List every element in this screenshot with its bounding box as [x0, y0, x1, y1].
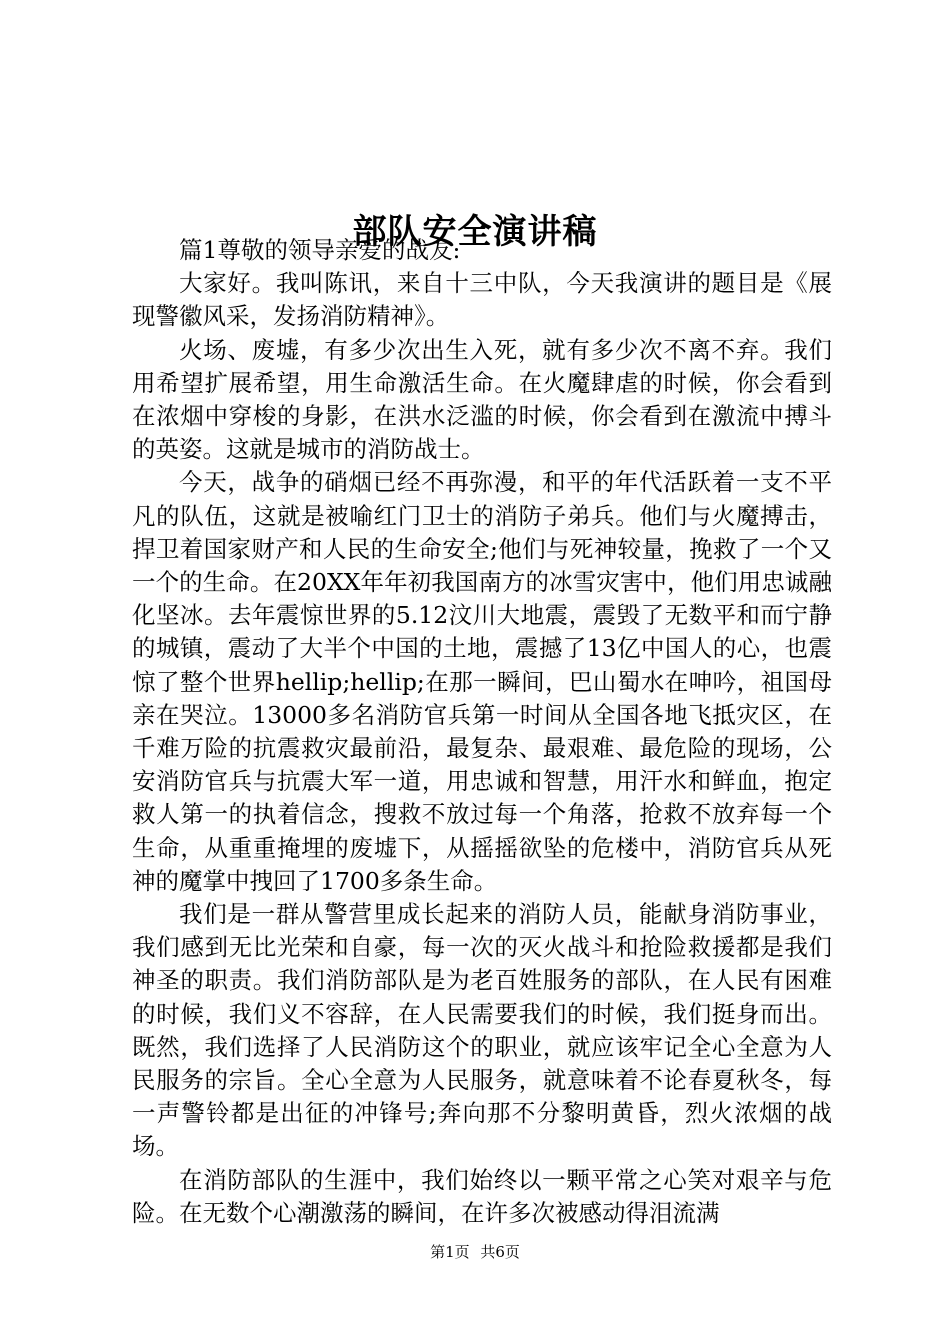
paragraph: 火场、废墟，有多少次出生入死，就有多少次不离不弃。我们用希望扩展希望，用生命激活生命。在火魔肆虐的时候，你会看到在浓烟中穿梭的身影，在洪水泛滥的时候，你会看到在激流中搏斗的英姿。这就是城市的消防战士。 [132, 335, 832, 464]
document-body [132, 234, 832, 1230]
page-total: 共6页 [480, 1243, 520, 1261]
page-number: 第1页 [430, 1243, 470, 1261]
paragraph: 我们是一群从警营里成长起来的消防人员，能献身消防事业，我们感到无比光荣和自豪，每一次的灭火战斗和抢险救援都是我们神圣的职责。我们消防部队是为老百姓服务的部队，在人民有困难的时候，我们义不容辞，在人民需要我们的时候，我们挺身而出。既然，我们选择了人民消防这个的职业，就应该牢记全心全意为人民服务的宗旨。全心全意为人民服务，就意味着不论春夏秋冬，每一声警铃都是出征的冲锋号;奔向那不分黎明黄昏，烈火浓烟的战场。 [132, 900, 832, 1161]
page-footer [0, 1241, 950, 1263]
paragraph: 今天，战争的硝烟已经不再弥漫，和平的年代活跃着一支不平凡的队伍，这就是被喻红门卫士的消防子弟兵。他们与火魔搏击，捍卫着国家财产和人民的生命安全;他们与死神较量，挽救了一个又一个的生命。在20XX年年初我国南方的冰雪灾害中，他们用忠诚融化坚冰。去年震惊世界的5.12汶川大地震，震毁了无数平和而宁静的城镇，震动了大半个中国的土地，震撼了13亿中国人的心，也震惊了整个世界hellip;hellip;在那一瞬间，巴山蜀水在呻吟，祖国母亲在哭泣。13000多名消防官兵第一时间从全国各地飞抵灾区，在千难万险的抗震救灾最前沿，最复杂、最艰难、最危险的现场，公安消防官兵与抗震大军一道，用忠诚和智慧，用汗水和鲜血，抱定救人第一的执着信念，搜救不放过每一个角落，抢救不放弃每一个生命，从重重掩埋的废墟下，从摇摇欲坠的危楼中，消防官兵从死神的魔掌中拽回了1700多条生命。 [132, 468, 832, 895]
paragraph-salutation: 篇1尊敬的领导亲爱的战友: [179, 236, 461, 264]
paragraph: 在消防部队的生涯中，我们始终以一颗平常之心笑对艰辛与危险。在无数个心潮激荡的瞬间，在许多次被感动得泪流满 [132, 1165, 832, 1227]
document-title: 部队安全演讲稿 [352, 211, 598, 252]
paragraph-introduction: 大家好。我叫陈讯，来自十三中队，今天我演讲的题目是《展现警徽风采，发扬消防精神》。 [132, 269, 832, 331]
